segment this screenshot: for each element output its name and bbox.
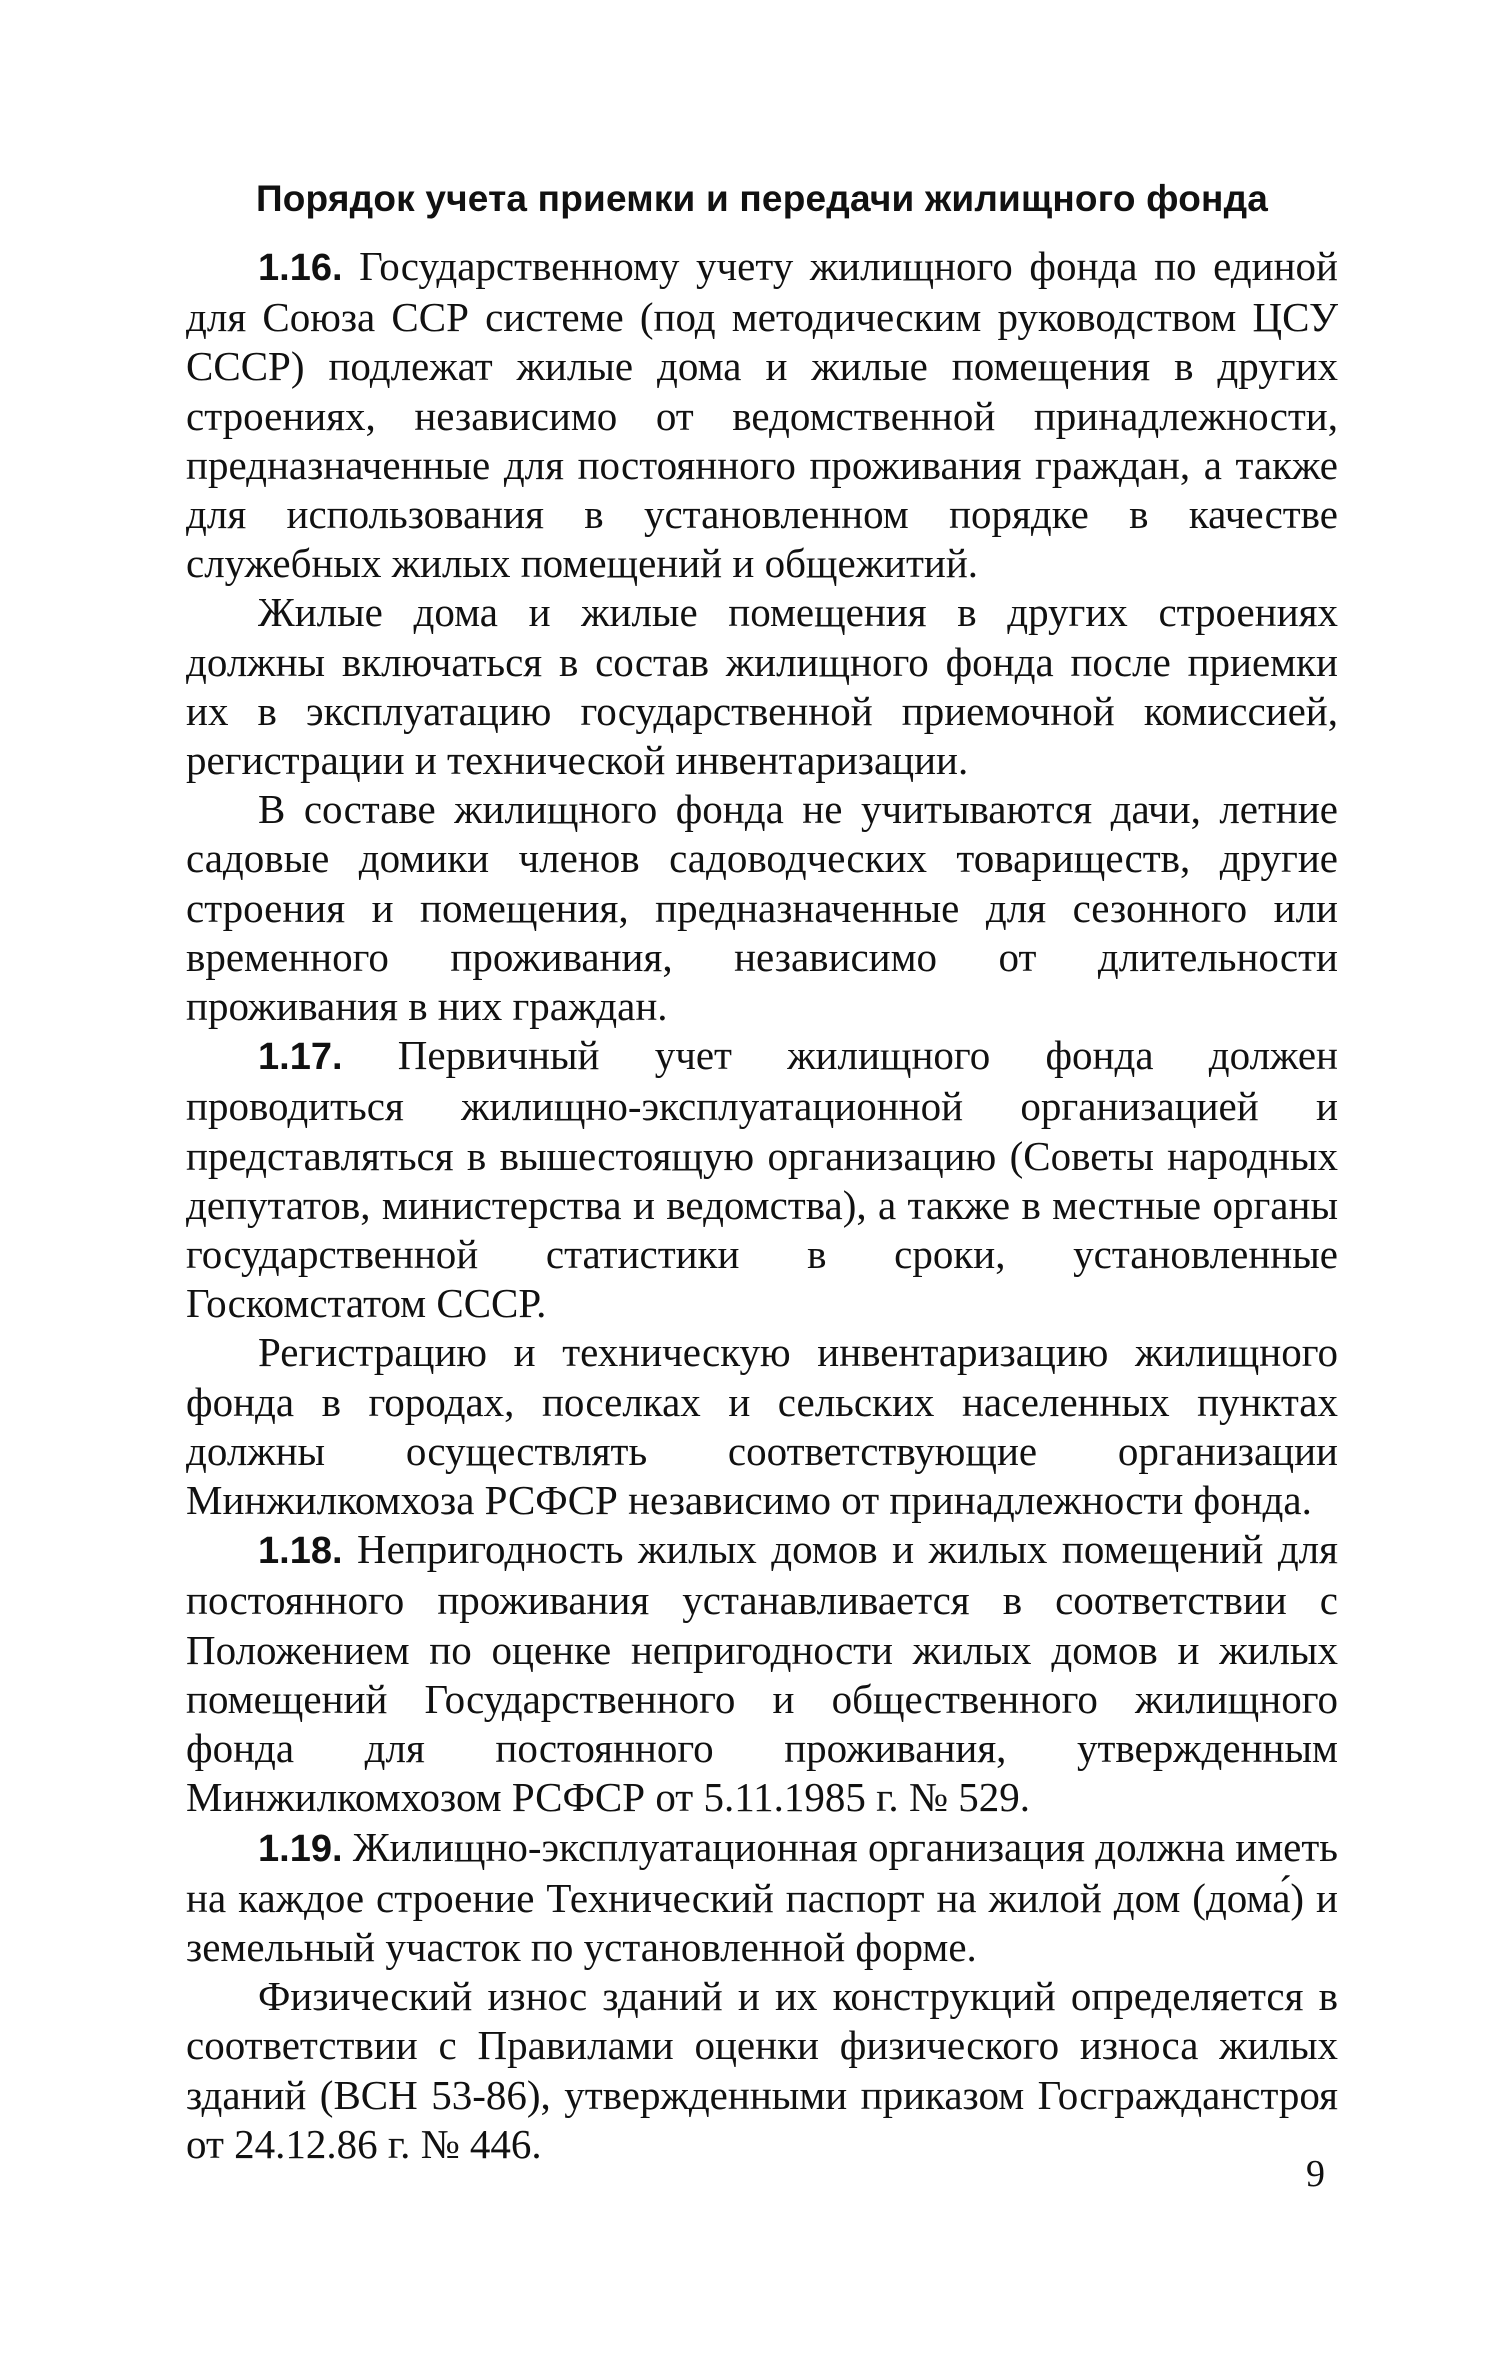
paragraph-text: Жилые дома и жилые помещения в других строениях должны включаться в состав жилищного фонда после приемки их в эксплуатацию государственной приемочной комиссией, регистрации и технической инвентаризации. xyxy=(186,589,1338,784)
paragraph-text: Жилищно-эксплуатационная организация должна иметь на каждое строение Технический паспорт на жилой дом (дома́) и земельный участок по установленной форме. xyxy=(186,1823,1338,1970)
paragraph-text: Государственному учету жилищного фонда по единой для Союза ССР системе (под методическим руководством ЦСУ СССР) подлежат жилые дома и жилые помещения в других строениях, независимо от ведомственной принадлежности, предназначенные для постоянного проживания граждан, а также для использования в установленном порядке в качестве служебных жилых помещений и общежитий. xyxy=(186,243,1338,587)
clause-number: 1.16. xyxy=(258,247,343,289)
paragraph-1-16-exclusions xyxy=(186,785,1338,1031)
clause-number: 1.18. xyxy=(258,1530,343,1573)
paragraph-1-16-residential xyxy=(186,588,1338,785)
page-number: 9 xyxy=(1306,2153,1325,2195)
paragraph-text: Физический износ зданий и их конструкций определяется в соответствии с Правилами оценки физического износа жилых зданий (ВСН 53-86), утвержденными приказом Госгражданстроя от 24.12.86 г. № 446. xyxy=(186,1973,1338,2167)
paragraph-1-19 xyxy=(186,1823,1338,1973)
paragraph-1-17 xyxy=(186,1031,1338,1328)
paragraph-1-16 xyxy=(186,242,1338,588)
paragraph-1-17-registration xyxy=(186,1328,1338,1525)
section-heading: Порядок учета приемки и передачи жилищного фонда xyxy=(255,178,1269,219)
document-page xyxy=(186,176,1338,2169)
clause-number: 1.19. xyxy=(258,1827,343,1870)
paragraph-text: Непригодность жилых домов и жилых помещений для постоянного проживания устанавливается в соответствии с Положением по оценке непригодности жилых домов и жилых помещений Государственного и общественного жилищного фонда для постоянного проживания, утвержденным Минжилкомхозом РСФСР от 5.11.1985 г. № 529. xyxy=(186,1526,1338,1821)
paragraph-1-18 xyxy=(186,1525,1338,1822)
paragraph-text: Регистрацию и техническую инвентаризацию жилищного фонда в городах, поселках и сельских населенных пунктах должны осуществлять соответствующие организации Минжилкомхоза РСФСР независимо от принадлежности фонда. xyxy=(186,1329,1338,1524)
paragraph-1-19-wear xyxy=(186,1972,1338,2169)
paragraph-text: В составе жилищного фонда не учитываются дачи, летние садовые домики членов садоводческих товариществ, другие строения и помещения, предназначенные для сезонного или временного проживания, независимо от длительности проживания в них граждан. xyxy=(186,786,1338,1030)
clause-number: 1.17. xyxy=(258,1036,343,1079)
paragraph-text: Первичный учет жилищного фонда должен проводиться жилищно-эксплуатационной организацией и представляться в вышестоящую организацию (Советы народных депутатов, министерства и ведомства), а также в местные органы государственной статистики в сроки, установленные Госкомстатом СССР. xyxy=(186,1032,1338,1327)
